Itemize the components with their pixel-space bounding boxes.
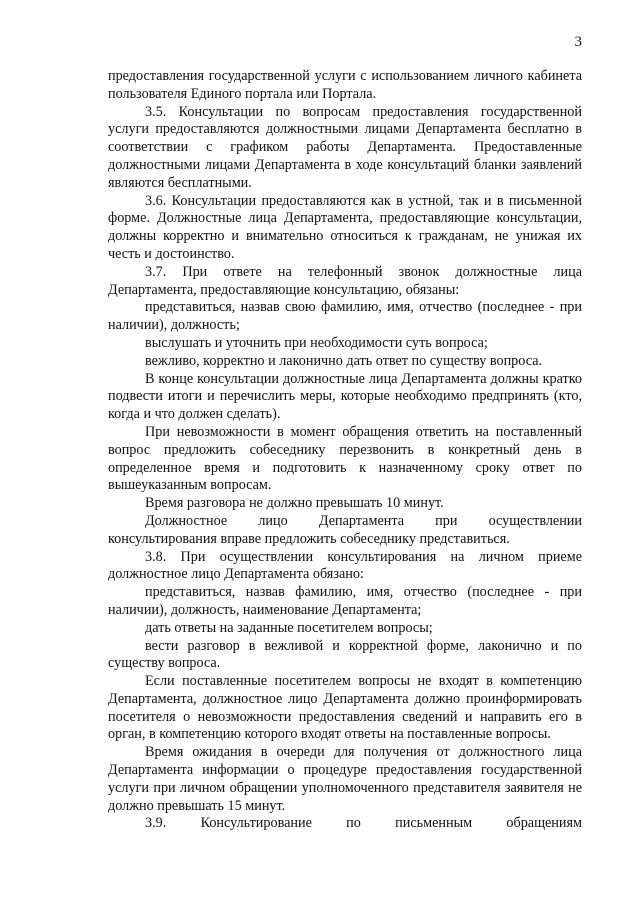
paragraph: представиться, назвав свою фамилию, имя, отчество (последнее - при наличии), должность; [108, 299, 582, 334]
paragraph: Время разговора не должно превышать 10 минут. [145, 495, 444, 512]
paragraph: выслушать и уточнить при необходимости суть вопроса; [145, 334, 488, 351]
paragraph-3-9: 3.9. Консультирование по письменным обращениям [145, 815, 582, 832]
paragraph-3-8: 3.8. При осуществлении консультирования на личном приеме должностное лицо Департамента обязано: [108, 548, 582, 583]
page-number: 3 [574, 34, 582, 50]
paragraph: При невозможности в момент обращения ответить на поставленный вопрос предложить собеседнику перезвонить в конкретный день в определенное время и подготовить к назначенному сроку ответ по вышеуказанным вопросам. [108, 423, 582, 494]
paragraph: представиться, назвав фамилию, имя, отчество (последнее - при наличии), должность, наименование Департамента; [108, 584, 582, 618]
paragraph: предоставления государственной услуги с использованием личного кабинета пользователя Единого портала или Портала. [108, 68, 582, 102]
paragraph-3-7: 3.7. При ответе на телефонный звонок должностные лица Департамента, предоставляющие консультацию, обязаны: [108, 263, 582, 298]
paragraph: Время ожидания в очереди для получения от должностного лица Департамента информации о процедуре предоставления государственной услуги при личном обращении уполномоченного представителя заявителя не должно превышать 15 минут. [108, 744, 582, 814]
paragraph-3-6: 3.6. Консультации предоставляются как в устной, так и в письменной форме. Должностные лица Департамента, предоставляющие консультации, должны корректно и внимательно относиться к гражданам, не унижая их честь и достоинство. [108, 192, 582, 262]
paragraph: вести разговор в вежливой и корректной форме, лаконично и по существу вопроса. [108, 637, 582, 672]
paragraph: В конце консультации должностные лица Департамента должны кратко подвести итоги и перечислить меры, которые необходимо предпринять (кто, когда и что должен сделать). [108, 370, 582, 423]
paragraph: Если поставленные посетителем вопросы не входят в компетенцию Департамента, должностное лицо Департамента должно проинформировать посетителя о невозможности предоставления сведений и направить его в орган, в компетенцию которого входят ответы на поставленные вопросы. [108, 673, 582, 743]
paragraph-3-5: 3.5. Консультации по вопросам предоставления государственной услуги предоставляются должностными лицами Департамента бесплатно в соответствии с графиком работы Департамента. Предоставленные должностными лицами Департамента в ходе консультаций бланки заявлений являются бесплатными. [108, 103, 582, 191]
paragraph: Должностное лицо Департамента при осуществлении консультирования вправе предложить собеседнику представиться. [108, 512, 582, 547]
paragraph: дать ответы на заданные посетителем вопросы; [145, 619, 433, 636]
document-body [108, 68, 582, 833]
paragraph: вежливо, корректно и лаконично дать ответ по существу вопроса. [145, 352, 543, 369]
